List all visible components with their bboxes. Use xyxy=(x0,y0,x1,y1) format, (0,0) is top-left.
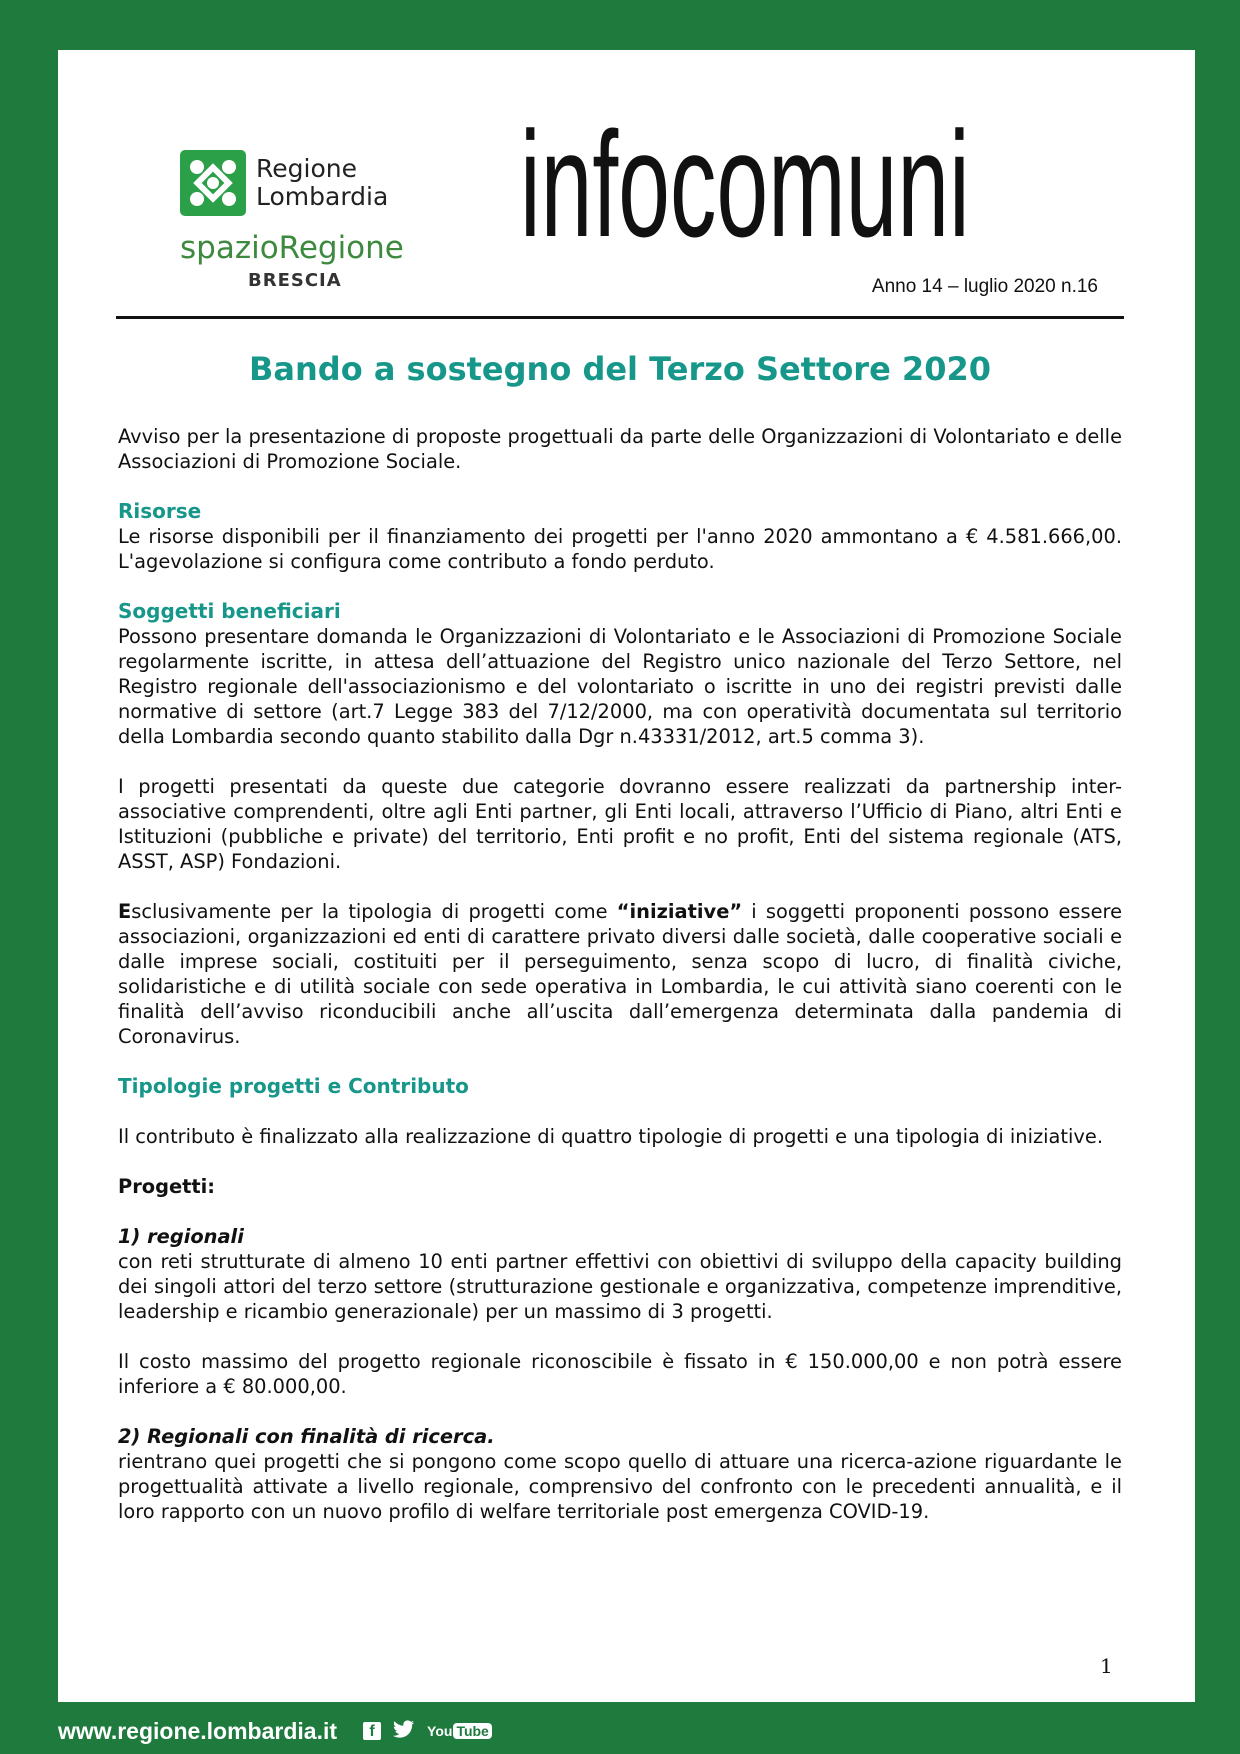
footer xyxy=(58,1714,492,1748)
regione-lombardia-logo xyxy=(180,148,430,298)
header-rule xyxy=(116,316,1124,319)
item-1-title: 1) regionali xyxy=(118,1225,244,1248)
logo-line-1: Regione xyxy=(256,154,357,183)
item-2-text: rientrano quei progetti che si pongono come scopo quello di attuare una ricerca-azione riguardante le progettualità attivate a livello regionale, comprensivo del confronto con le precedenti annualità, e il loro rapporto con un nuovo profilo di welfare territoriale post emergenza COVID-19. xyxy=(118,1450,1122,1523)
beneficiari-paragraph-3 xyxy=(118,899,1122,1049)
logo-subtitle: spazioRegione xyxy=(180,230,404,266)
issue-info: Anno 14 – luglio 2020 n.16 xyxy=(871,276,1098,297)
logo-line-2: Lombardia xyxy=(256,182,389,211)
progetti-label: Progetti: xyxy=(118,1175,216,1198)
item-1-cost: Il costo massimo del progetto regionale riconoscibile è fissato in € 150.000,00 e non potrà essere inferiore a € 80.000,00. xyxy=(118,1350,1122,1398)
beneficiari-paragraph-1: Possono presentare domanda le Organizzazioni di Volontariato e le Associazioni di Promozione Sociale regolarmente iscritte, in attesa dell’attuazione del Registro unico nazionale del Terzo Settore, nel Registro regionale dell'associazionismo e del volontariato o iscritte in uno dei registri previsti dalle normative di settore (art.7 Legge 383 del 7/12/2000, ma con operatività documentata sul territorio della Lombardia secondo quanto stabilito dalla Dgr n.43331/2012, art.5 comma 3). xyxy=(118,625,1122,748)
masthead xyxy=(520,104,1110,274)
youtube-tube: Tube xyxy=(453,1723,491,1739)
section-heading-risorse: Risorse xyxy=(118,499,202,523)
iniziative-term: “iniziative” xyxy=(616,900,743,923)
masthead-title: infocomuni xyxy=(520,104,970,268)
footer-url-link[interactable]: www.regione.lombardia.it xyxy=(58,1717,338,1744)
risorse-paragraph: Le risorse disponibili per il finanziamento dei progetti per l'anno 2020 ammontano a € 4.581.666,00. L'agevolazione si configura come contributo a fondo perduto. xyxy=(118,525,1122,573)
beneficiari-paragraph-2: I progetti presentati da queste due categorie dovranno essere realizzati da partnership inter-associative comprendenti, oltre agli Enti partner, gli Enti locali, attraverso l’Ufficio di Piano, altri Enti e Istituzioni (pubbliche e private) del territorio, Enti profit e no profit, Enti del sistema regionale (ATS, ASST, ASP) Fondazioni. xyxy=(118,775,1122,873)
paragraph-3-part-a: sclusivamente per la tipologia di progetti come xyxy=(131,900,617,923)
twitter-icon[interactable] xyxy=(393,1720,415,1742)
paragraph-3-part-b: i soggetti proponenti possono essere associazioni, organizzazioni ed enti di carattere privato diversi dalle società, dalle cooperative sociali e dalle imprese sociali, costituiti per il perseguimento, senza scopo di lucro, di finalità civiche, solidaristiche e di utilità sociale con sede operativa in Lombardia, le cui attività siano coerenti con le finalità dell’avviso riconducibili anche all’uscita dall’emergenza determinata dalla pandemia di Coronavirus. xyxy=(118,900,1123,1048)
item-1-text: con reti strutturate di almeno 10 enti partner effettivi con obiettivi di sviluppo della capacity building dei singoli attori del terzo settore (strutturazione gestionale e organizzativa, competenze imprenditive, leadership e ricambio generazionale) per un massimo di 3 progetti. xyxy=(118,1250,1122,1323)
youtube-you: You xyxy=(427,1723,453,1739)
regione-lombardia-emblem-icon xyxy=(180,150,246,216)
drop-initial: E xyxy=(118,900,132,923)
social-icons xyxy=(363,1720,492,1742)
item-2-title: 2) Regionali con finalità di ricerca. xyxy=(118,1425,495,1448)
tipologie-paragraph: Il contributo è finalizzato alla realizzazione di quattro tipologie di progetti e una tipologia di iniziative. xyxy=(118,1125,1103,1148)
intro-paragraph: Avviso per la presentazione di proposte progettuali da parte delle Organizzazioni di Volontariato e delle Associazioni di Promozione Sociale. xyxy=(118,425,1122,473)
section-heading-beneficiari: Soggetti beneficiari xyxy=(118,599,341,623)
page-title: Bando a sostegno del Terzo Settore 2020 xyxy=(249,350,991,388)
page-number: 1 xyxy=(1100,1654,1113,1678)
logo-city: BRESCIA xyxy=(248,270,342,291)
article-body xyxy=(118,424,1122,1524)
section-heading-tipologie: Tipologie progetti e Contributo xyxy=(118,1074,469,1098)
youtube-icon[interactable] xyxy=(427,1723,492,1739)
facebook-icon[interactable]: f xyxy=(363,1722,381,1740)
